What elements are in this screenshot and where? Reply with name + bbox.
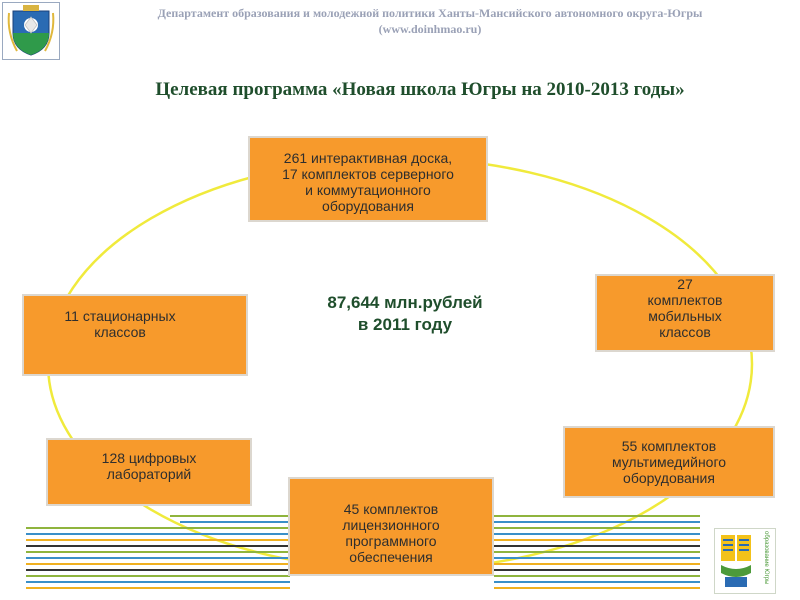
- page-title: Целевая программа «Новая школа Югры на 2010-2013 годы»: [155, 79, 685, 100]
- box-digital-labs-text: 128 цифровых лабораторий: [101, 450, 197, 482]
- box-licensed-software: [288, 477, 494, 576]
- box-digital-labs: [46, 438, 252, 506]
- funding-year: в 2011 году: [357, 315, 453, 334]
- box-stationary-classes-text: 11 стационарных классов: [64, 308, 176, 340]
- box-multimedia-equipment-text: 55 комплектов мультимедийного оборудования: [611, 438, 727, 486]
- box-mobile-classes-text: 27 комплектов мобильных классов: [647, 276, 723, 340]
- box-multimedia-equipment: [563, 426, 775, 498]
- box-interactive-boards-text: 261 интерактивная доска, 17 комплектов серверного и коммутационного оборудования: [282, 150, 454, 214]
- box-mobile-classes: [595, 274, 775, 352]
- department-name: Департамент образования и молодежной политики Ханты-Мансийского автономного округа-Югры: [157, 6, 703, 20]
- logo-caption: образование Югры: [763, 531, 769, 585]
- funding-summary: [300, 292, 510, 336]
- department-website: (www.doinhmao.ru): [378, 22, 482, 36]
- funding-amount: 87,644 млн.рублей: [327, 293, 483, 312]
- box-interactive-boards: [248, 136, 488, 222]
- education-ugra-logo: [714, 528, 776, 594]
- box-licensed-software-text: 45 комплектов лицензионного программного обеспечения: [342, 501, 440, 565]
- box-stationary-classes: [22, 294, 248, 376]
